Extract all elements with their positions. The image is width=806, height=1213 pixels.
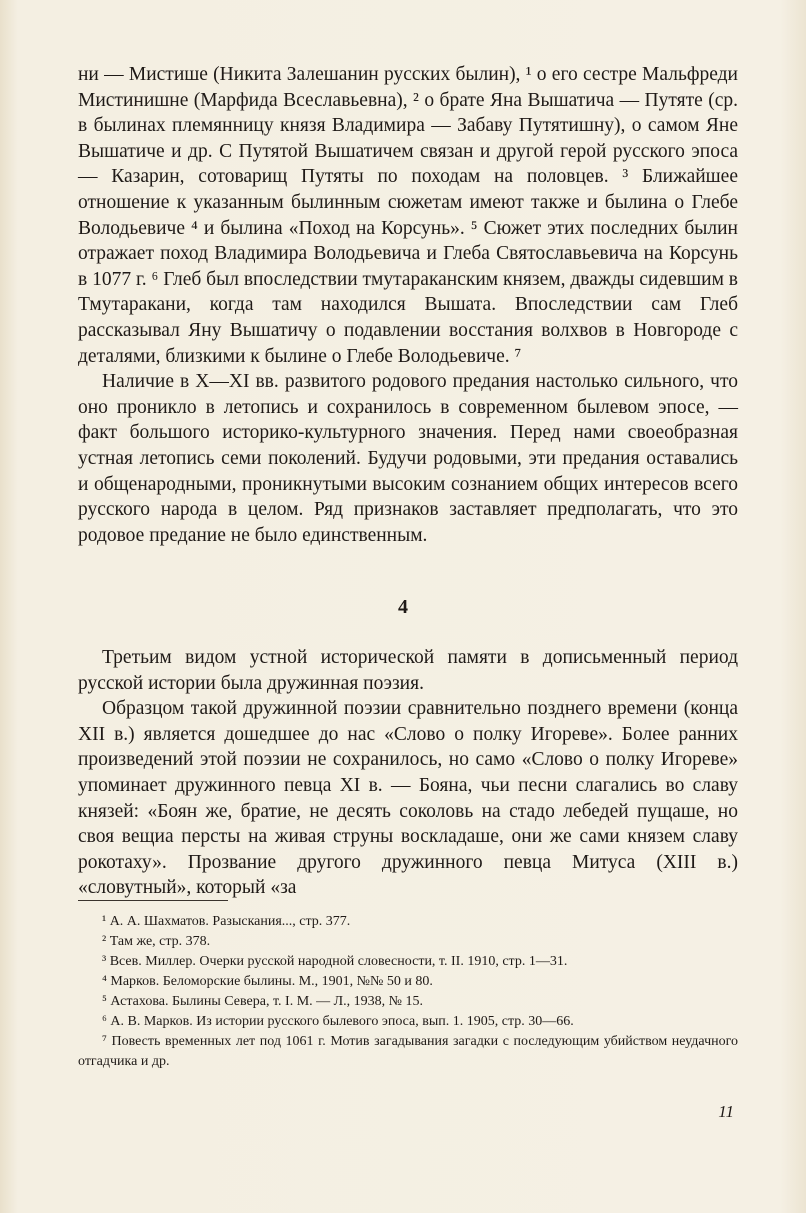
paragraph: Третьим видом устной исторической памяти в дописьменный период русской истории была дружинная поэзия. xyxy=(78,647,738,694)
footnote: ⁴ Марков. Беломорские былины. М., 1901, №№ 50 и 80. xyxy=(102,974,433,989)
paragraph: ни — Мистише (Никита Залешанин русских былин), ¹ о его сестре Мальфреди Мистинишне (Марфида Всеславьевна), ² о брате Яна Вышатича — Путяте (ср. в былинах племянницу князя Владимира — Забаву Путятишну), о самом Яне Вышатиче и др. С Путятой Вышатичем связан и другой герой русского эпоса — Казарин, сотоварищ Путяты по походам на половцев. ³ Ближайшее отношение к указанным былинным сюжетам имеют также и былина о Глебе Володьевиче ⁴ и былина «Поход на Корсунь». ⁵ Сюжет этих последних былин отражает поход Владимира Володьевича и Глеба Святославьевича на Корсунь в 1077 г. ⁶ Глеб был впоследствии тмутараканским князем, дважды сидевшим в Тмутаракани, когда там находился Вышата. Впоследствии сам Глеб рассказывал Яну Вышатичу о подавлении восстания волхвов в Новгороде с деталями, близкими к былине о Глебе Володьевиче. ⁷ xyxy=(78,64,738,367)
section-2-text xyxy=(78,645,738,901)
section-1-text xyxy=(78,62,738,548)
footnote: ⁵ Астахова. Былины Севера, т. I. М. — Л., 1938, № 15. xyxy=(102,994,423,1009)
footnote: ⁷ Повесть временных лет под 1061 г. Мотив загадывания загадки с последующим убийством неудачного отгадчика и др. xyxy=(78,1034,738,1069)
footnote-divider xyxy=(78,900,228,901)
footnote: ³ Всев. Миллер. Очерки русской народной словесности, т. II. 1910, стр. 1—31. xyxy=(102,954,568,969)
paragraph: Образцом такой дружинной поэзии сравнительно позднего времени (конца XII в.) является дошедшее до нас «Слово о полку Игореве». Более ранних произведений этой поэзии не сохранилось, но само «Слово о полку Игореве» упоминает дружинного певца XI в. — Бояна, чьи песни слагались во славу князей: «Боян же, братие, не десять соколовь на стадо лебедей пущаше, но своя вещиа персты на живая струны воскладаше, они же сами князем славу рокотаху». Прозвание другого дружинного певца Митуса (XIII в.) «словутный», который «за xyxy=(78,698,738,899)
section-number: 4 xyxy=(398,596,408,618)
footnotes xyxy=(78,912,738,1072)
footnote: ¹ А. А. Шахматов. Разыскания..., стр. 377. xyxy=(102,914,351,929)
paragraph: Наличие в X—XI вв. развитого родового предания настолько сильного, что оно проникло в летопись и сохранилось в современном былевом эпосе, — факт большого историко-культурного значения. Перед нами своеобразная устная летопись семи поколений. Будучи родовыми, эти предания оставались и общенародными, проникнутыми высоким сознанием общих интересов всего русского народа в целом. Ряд признаков заставляет предполагать, что это родовое предание не было единственным. xyxy=(78,371,738,546)
footnote: ² Там же, стр. 378. xyxy=(102,934,211,949)
page-number: 11 xyxy=(718,1102,734,1121)
footnote: ⁶ А. В. Марков. Из истории русского былевого эпоса, вып. 1. 1905, стр. 30—66. xyxy=(102,1014,574,1029)
